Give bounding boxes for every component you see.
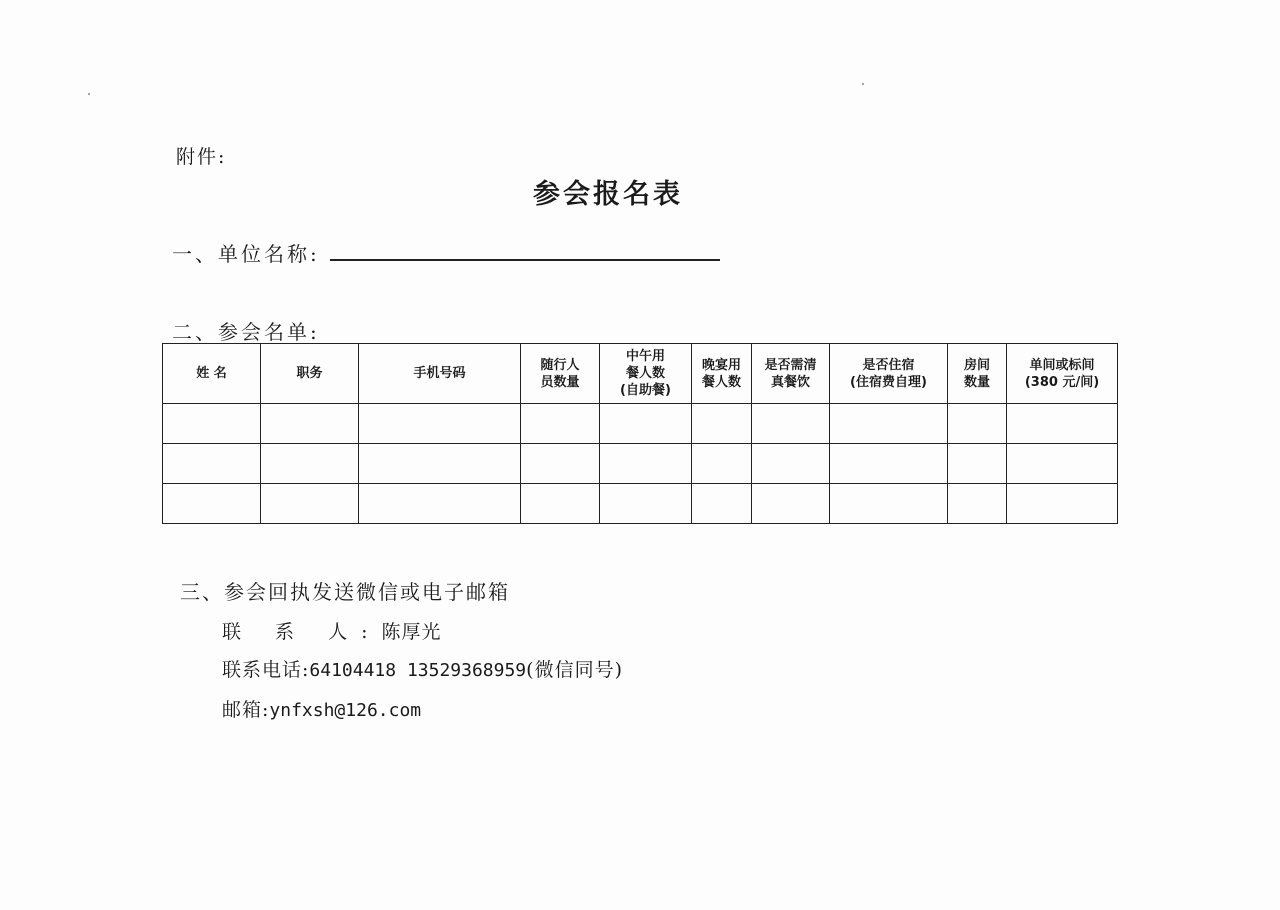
column-header	[752, 344, 830, 404]
table-cell[interactable]	[1007, 484, 1118, 524]
column-header-text: 员数量	[540, 374, 580, 390]
table-cell[interactable]	[752, 484, 830, 524]
table-cell[interactable]	[359, 484, 521, 524]
table-cell[interactable]	[163, 404, 261, 444]
column-header-text: 餐人数	[625, 366, 665, 381]
table-row	[163, 484, 1118, 524]
table-cell[interactable]	[261, 404, 359, 444]
section-unit-name: 一、单位名称:	[172, 242, 320, 266]
table-cell[interactable]	[830, 404, 948, 444]
table-cell[interactable]	[1007, 444, 1118, 484]
column-header-text: 是否住宿	[862, 357, 915, 373]
table-cell[interactable]	[692, 484, 752, 524]
column-header-text: 房间	[963, 357, 990, 373]
table-cell[interactable]	[521, 404, 600, 444]
contact-email-line	[222, 695, 421, 722]
contact-phone-note: (微信同号)	[526, 659, 623, 681]
column-header-text: 晚宴用	[701, 357, 741, 373]
table-cell[interactable]	[359, 444, 521, 484]
table-cell[interactable]	[948, 484, 1007, 524]
attachment-label: 附件:	[176, 146, 227, 168]
column-header-text: (住宿费自理)	[850, 374, 927, 390]
table-cell[interactable]	[752, 444, 830, 484]
column-header-text: 随行人	[540, 357, 580, 373]
section-receipt: 三、参会回执发送微信或电子邮箱	[180, 580, 510, 604]
scan-speck	[88, 93, 90, 95]
contact-person-value: 陈厚光	[381, 621, 442, 643]
column-header	[521, 344, 600, 404]
column-header	[359, 344, 521, 404]
table-cell[interactable]	[752, 404, 830, 444]
column-header-text: 职务	[296, 366, 323, 381]
column-header	[600, 344, 692, 404]
column-header-text: 真餐饮	[770, 374, 810, 390]
contact-phone-value: 64104418 13529368959	[309, 660, 527, 681]
contact-email-label: 邮箱:	[222, 699, 270, 721]
table-cell[interactable]	[261, 444, 359, 484]
table-cell[interactable]	[830, 484, 948, 524]
page-title: 参会报名表	[533, 179, 683, 210]
table-body	[163, 404, 1118, 524]
column-header-text: 是否需清	[764, 357, 817, 373]
registration-table	[162, 343, 1118, 524]
column-header-text: 餐人数	[701, 374, 741, 390]
contact-phone-label: 联系电话:	[222, 659, 310, 681]
contact-email-value: ynfxsh@126.com	[269, 700, 422, 721]
table-row	[163, 444, 1118, 484]
table-cell[interactable]	[830, 444, 948, 484]
column-header	[261, 344, 359, 404]
table-cell[interactable]	[948, 404, 1007, 444]
column-header	[692, 344, 752, 404]
table-cell[interactable]	[1007, 404, 1118, 444]
table-header-row	[163, 344, 1118, 404]
table-cell[interactable]	[521, 444, 600, 484]
column-header	[1007, 344, 1118, 404]
table-cell[interactable]	[359, 404, 521, 444]
section-attendee-list: 二、参会名单:	[172, 320, 320, 344]
table-cell[interactable]	[948, 444, 1007, 484]
column-header-text: (380 元/间)	[1024, 374, 1100, 390]
column-header-text: 数量	[963, 374, 990, 390]
contact-person-label: 联 系 人:	[222, 621, 382, 643]
column-header	[948, 344, 1007, 404]
column-header-text: (自助餐)	[620, 383, 671, 398]
table-cell[interactable]	[692, 444, 752, 484]
unit-name-blank-line[interactable]	[330, 259, 720, 261]
column-header-text: 单间或标间	[1029, 357, 1095, 373]
table-cell[interactable]	[521, 484, 600, 524]
table-cell[interactable]	[163, 484, 261, 524]
scan-speck	[862, 83, 864, 85]
column-header-text: 姓 名	[196, 366, 227, 381]
table-cell[interactable]	[261, 484, 359, 524]
column-header	[830, 344, 948, 404]
table-cell[interactable]	[163, 444, 261, 484]
table-cell[interactable]	[600, 404, 692, 444]
table-cell[interactable]	[692, 404, 752, 444]
column-header	[163, 344, 261, 404]
contact-person-line	[222, 617, 442, 644]
contact-phone-line	[222, 655, 623, 682]
table-row	[163, 404, 1118, 444]
table-cell[interactable]	[600, 484, 692, 524]
column-header-text: 手机号码	[413, 366, 466, 381]
table-cell[interactable]	[600, 444, 692, 484]
column-header-text: 中午用	[625, 349, 665, 364]
